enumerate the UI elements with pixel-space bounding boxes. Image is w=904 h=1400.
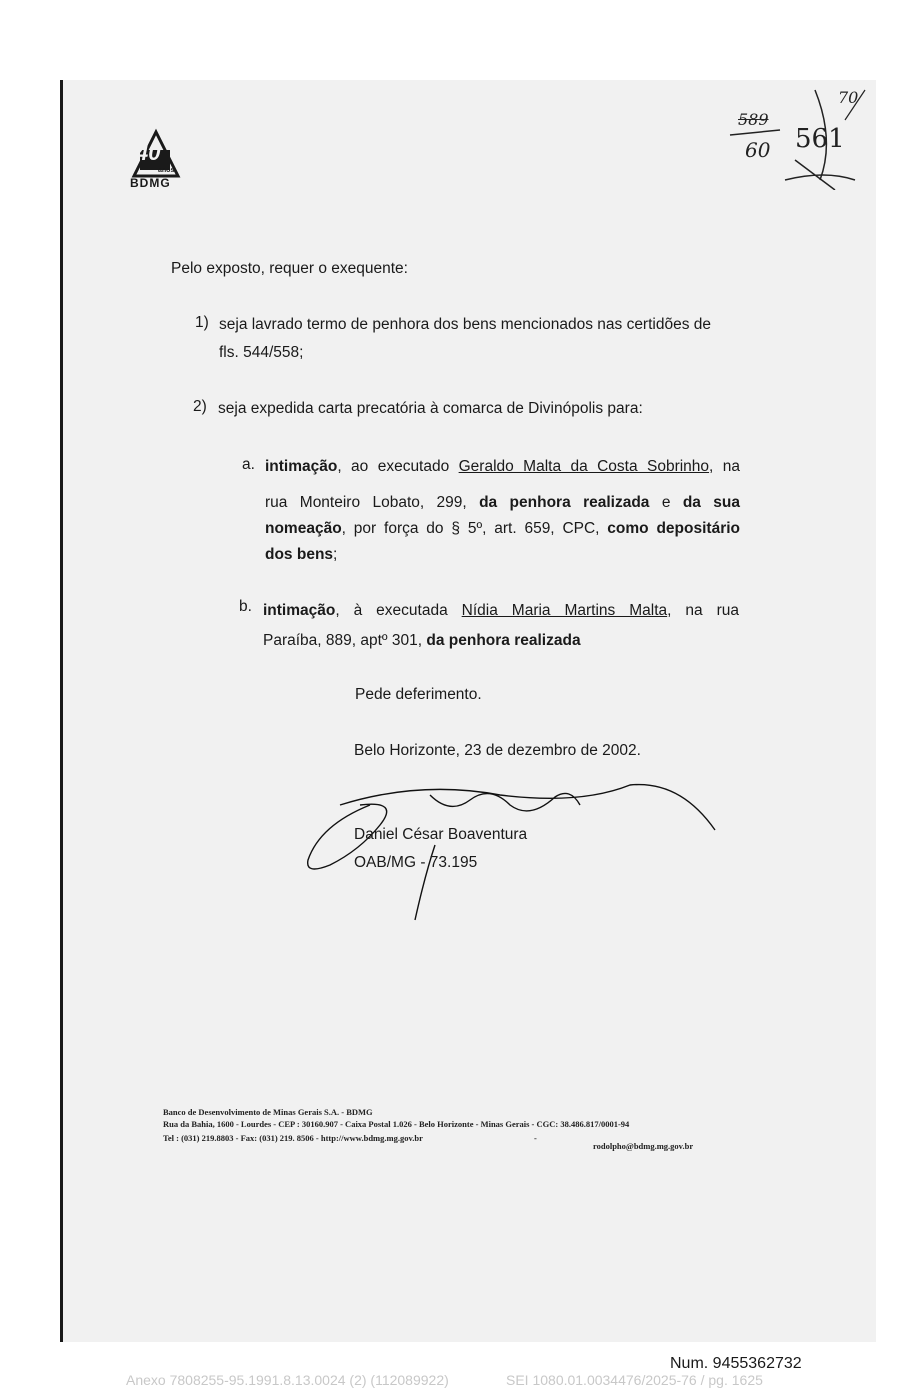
sub-b-letter: b. [239,598,252,615]
sei-reference: SEI 1080.01.0034476/2025-76 / pg. 1625 [506,1372,763,1388]
sub-b-executada-name: Nídia Maria Martins Malta [461,602,668,619]
sub-b-line-1: intimação, à executada Nídia Maria Martins Malta, na rua [263,602,739,619]
handwritten-number-60: 60 [745,138,771,162]
signer-oab: OAB/MG - 73.195 [354,854,478,871]
footer-line-3: Tel : (031) 219.8803 - Fax: (031) 219. 8506 - http://www.bdmg.mg.gov.br [163,1133,423,1143]
place-date: Belo Horizonte, 23 de dezembro de 2002. [354,742,641,759]
closing-text: Pede deferimento. [355,686,482,703]
sub-a-executado-name: Geraldo Malta da Costa Sobrinho [458,458,710,475]
sub-a-bold-intimacao: intimação [265,458,338,475]
handwritten-marks-icon [725,80,870,190]
logo-name: BDMG [130,176,171,190]
signature-icon [300,775,720,925]
logo-anos: anos [158,167,175,174]
logo-number: 40 [136,140,161,165]
sub-a-letter: a. [242,456,255,473]
footer-line-2: Rua da Bahia, 1600 - Lourdes - CEP : 30160.907 - Caixa Postal 1.026 - Belo Horizonte - Minas Gerais - CGC: 38.486.817/0001-94 [163,1119,630,1129]
handwritten-number-589: 589 [738,110,769,129]
item-1-number: 1) [195,314,209,331]
sub-a-line-1: intimação, ao executado Geraldo Malta da Costa Sobrinho, na [265,458,740,475]
intro-text: Pelo exposto, requer o exequente: [171,260,408,277]
item-1-line-2: fls. 544/558; [219,344,304,361]
sub-b-bold-intimacao: intimação [263,602,336,619]
signer-name: Daniel César Boaventura [354,826,528,843]
sub-a-line-4: dos bens; [265,546,338,563]
anexo-reference: Anexo 7808255-95.1991.8.13.0024 (2) (112089922) [126,1372,449,1388]
document-number: Num. 9455362732 [670,1355,802,1372]
sub-a-line-3: nomeação, por força do § 5º, art. 659, CPC, como depositário [265,520,740,537]
handwritten-number-561: 561 [795,124,845,154]
sub-b-line-2: Paraíba, 889, aptº 301, da penhora realizada [263,632,581,649]
footer-email: rodolpho@bdmg.mg.gov.br [593,1141,694,1151]
item-2-number: 2) [193,398,207,415]
sub-a-line-2: rua Monteiro Lobato, 299, da penhora realizada e da sua [265,494,740,511]
item-2-line-1: seja expedida carta precatória à comarca de Divinópolis para: [218,400,643,417]
footer-line-3-dash: - [534,1133,537,1143]
item-1-line-1: seja lavrado termo de penhora dos bens mencionados nas certidões de [219,316,712,333]
footer-line-1: Banco de Desenvolvimento de Minas Gerais S.A. - BDMG [163,1107,373,1117]
handwritten-number-70: 70 [838,88,859,107]
